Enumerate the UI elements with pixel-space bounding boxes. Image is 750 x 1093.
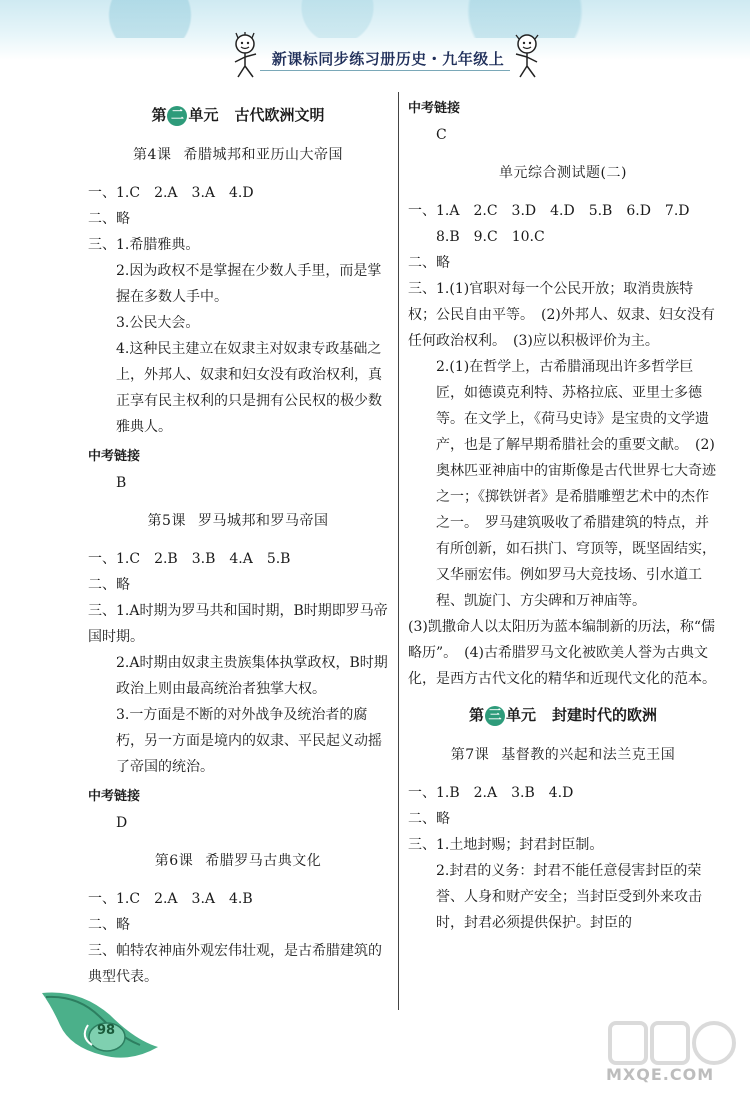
- answer-line: 3.一方面是不断的对外战争及统治者的腐朽，另一方面是境内的奴隶、平民起义动摇了帝国的统治。: [116, 707, 382, 775]
- answer-line: 一、1.C 2.A 3.A 4.B: [88, 891, 253, 907]
- left-column: [88, 96, 388, 990]
- unit-number-badge: 三: [485, 706, 505, 726]
- lesson-heading: 第7课 基督教的兴起和法兰克王国: [450, 747, 676, 763]
- exam-link-answer: D: [116, 815, 128, 831]
- answer-line: 三、1.土地封赐；封君封臣制。: [408, 837, 604, 853]
- exam-link-heading: 中考链接: [408, 101, 461, 116]
- answer-line: 8.B 9.C 10.C: [408, 229, 545, 245]
- answer-line: 一、1.C 2.B 3.B 4.A 5.B: [88, 551, 291, 567]
- page-number: 98: [97, 1023, 116, 1038]
- exam-link-heading: 中考链接: [88, 789, 141, 804]
- test-heading: 单元综合测试题(二): [499, 165, 627, 181]
- watermark-text: MXQE.COM: [606, 1065, 715, 1084]
- answer-line: 二、略: [88, 917, 130, 933]
- unit-number-badge: 二: [167, 106, 187, 126]
- unit-name: 古代欧洲文明: [234, 106, 325, 124]
- lesson-heading: 第6课 希腊罗马古典文化: [154, 853, 322, 869]
- answer-line: 一、1.C 2.A 3.A 4.D: [88, 185, 254, 201]
- answer-line: 三、1.A时期为罗马共和国时期，B时期即罗马帝国时期。: [88, 603, 388, 645]
- answer-line: 3.公民大会。: [116, 315, 200, 331]
- answer-line: 2.因为政权不是掌握在少数人手里，而是掌握在多数人手中。: [116, 263, 382, 305]
- right-column: [408, 92, 718, 936]
- answer-line: 二、略: [88, 577, 130, 593]
- answer-line: 4.这种民主建立在奴隶主对奴隶专政基础之上，外邦人、奴隶和妇女没有政治权利，真正享有民主权利的只是拥有公民权的极少数雅典人。: [116, 341, 382, 435]
- lesson-heading: 第4课 希腊城邦和亚历山大帝国: [133, 147, 343, 163]
- running-header-title: 新课标同步练习册历史・九年级上: [271, 50, 505, 68]
- answer-line: 三、1.希腊雅典。: [88, 237, 200, 253]
- answer-line: 2.封君的义务：封君不能任意侵害封臣的荣誉、人身和财产安全；当封臣受到外来攻击时，封君必须提供保护。封臣的: [436, 863, 702, 931]
- exam-link-heading: 中考链接: [88, 449, 141, 464]
- answer-line: 三、帕特农神庙外观宏伟壮观，是古希腊建筑的典型代表。: [88, 943, 382, 985]
- exam-link-answer: C: [436, 127, 447, 143]
- header-rule: [260, 70, 510, 71]
- column-divider: [398, 92, 399, 1010]
- answer-line: 三、1.(1)官职对每一个公民开放；取消贵族特权；公民自由平等。 (2)外邦人、奴隶、妇女没有任何政治权利。 (3)应以积极评价为主。: [408, 281, 715, 349]
- answer-line: 2.A时期由奴隶主贵族集体执掌政权，B时期政治上则由最高统治者独掌大权。: [116, 655, 388, 697]
- cartoon-kid-icon: [510, 32, 544, 80]
- lesson-heading: 第5课 罗马城邦和罗马帝国: [147, 513, 329, 529]
- answer-line: 二、略: [408, 255, 450, 271]
- unit-name: 封建时代的欧洲: [552, 706, 658, 724]
- unit-heading: 第 二 单元 古代欧洲文明: [151, 106, 325, 124]
- exam-link-answer: B: [116, 475, 127, 491]
- answer-line: 一、1.B 2.A 3.B 4.D: [408, 785, 574, 801]
- answer-line: 2.(1)在哲学上，古希腊涌现出许多哲学巨匠，如德谟克利特、苏格拉底、亚里士多德等。在文学上，《荷马史诗》是宝贵的文学遗产，也是了解早期希腊社会的重要文献。 (2)奥林匹亚神庙中的宙斯像是古代世界七大奇迹之一；《掷铁饼者》是希腊雕塑艺术中的杰作之一。 罗马建筑吸收了希腊建筑的特点，并有所创新，如石拱门、穹顶等，既坚固结实，又华丽宏伟。例如罗马大竞技场、引水道工程、凯旋门、方尖碑和万神庙等。: [436, 359, 716, 609]
- answer-line: 二、略: [408, 811, 450, 827]
- cartoon-kid-icon: [228, 32, 262, 80]
- unit-heading: 第 三 单元 封建时代的欧洲: [468, 706, 658, 724]
- answer-line: 一、1.A 2.C 3.D 4.D 5.B 6.D 7.D: [408, 203, 690, 219]
- answer-line: (3)凯撒命人以太阳历为蓝本编制新的历法，称“儒略历”。 (4)古希腊罗马文化被欧美人誉为古典文化，是西方古代文化的精华和近现代文化的范本。: [408, 619, 716, 687]
- answer-line: 二、略: [88, 211, 130, 227]
